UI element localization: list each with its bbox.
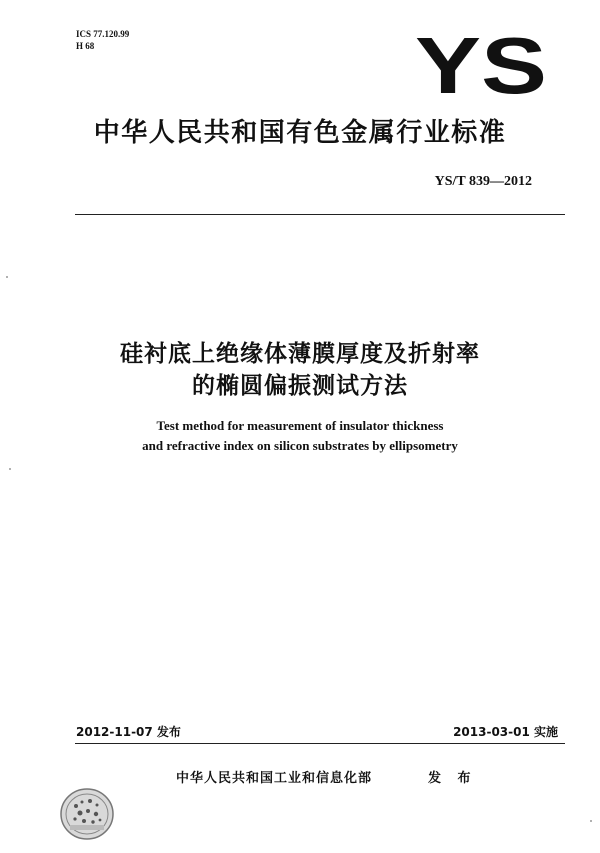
- ics-code: ICS 77.120.99: [76, 29, 130, 39]
- scan-speck: [6, 276, 8, 278]
- scan-speck: [9, 468, 11, 470]
- official-seal-icon: [58, 786, 116, 842]
- ys-logo-text: YS: [415, 30, 547, 96]
- issuing-authority: 中华人民共和国工业和信息化部: [176, 771, 373, 786]
- bottom-divider: [75, 743, 565, 744]
- standard-name: 中华人民共和国有色金属行业标准: [93, 118, 507, 148]
- ccs-code: H 68: [76, 41, 95, 51]
- issue-date: 2012-11-07 发布: [76, 725, 181, 739]
- title-zh-line-1: 硅衬底上绝缘体薄膜厚度及折射率: [120, 341, 480, 367]
- top-divider: [75, 214, 565, 215]
- title-zh-line-2: 的椭圆偏振测试方法: [192, 373, 408, 399]
- implementation-date: 2013-03-01 实施: [453, 725, 558, 739]
- title-en-line-1: Test method for measurement of insulator thickness: [156, 418, 444, 433]
- standard-number: YS/T 839—2012: [434, 174, 532, 189]
- publish-label: 发 布: [428, 771, 477, 786]
- title-en-line-2: and refractive index on silicon substrates by ellipsometry: [142, 438, 458, 453]
- ys-logo: [414, 30, 548, 96]
- scan-speck: [590, 820, 592, 822]
